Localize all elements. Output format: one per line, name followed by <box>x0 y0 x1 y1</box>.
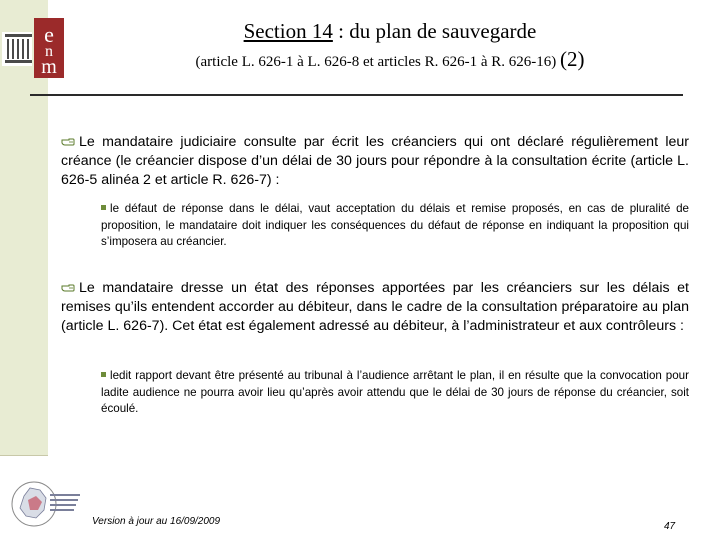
paragraph-text: Le mandataire judiciaire consulte par écrit les créanciers qui ont déclaré régulièrement leur créance (le créancier dispose d’un délai de 30 jours pour répondre à la consultation écrite (article L. 626-5 alinéa 2 et article R. 626-7) : <box>61 134 689 188</box>
svg-text:e: e <box>44 22 54 47</box>
header-rule <box>30 94 683 96</box>
subtitle-text: (article L. 626-1 à L. 626-8 et articles R. 626-1 à R. 626-16) <box>195 54 560 70</box>
subpoint-report-hearing <box>101 368 689 418</box>
footer-version: Version à jour au 16/09/2009 <box>92 516 221 527</box>
square-bullet-icon <box>101 372 106 377</box>
enm-logo-icon <box>2 18 66 78</box>
page-subtitle <box>90 48 690 73</box>
sidebar-divider <box>0 455 48 456</box>
svg-text:m: m <box>41 56 57 78</box>
square-bullet-icon <box>101 205 106 210</box>
pointing-hand-icon <box>61 137 75 147</box>
paragraph-state-of-responses <box>61 279 689 336</box>
subpoint-default-response <box>101 201 689 251</box>
subpoint-text: ledit rapport devant être présenté au tribunal à l’audience arrêtant le plan, il en résulte que la convocation pour ladite audience ne pourra avoir lieu qu’après avoir attendu que le délai de 30 jours de réponse du créancier, soit écoulé. <box>101 369 689 415</box>
republic-seal-icon <box>6 470 84 532</box>
page-title <box>90 18 690 44</box>
subpoint-text: le défaut de réponse dans le délai, vaut acceptation du délais et remise proposés, en cas de pluralité de proposition, le mandataire doit indiquer les conséquences du défaut de réponse en indiquant la proposition qui s’imposera au créancier. <box>101 202 689 248</box>
svg-text:n: n <box>45 43 53 60</box>
page-number: 47 <box>664 521 676 532</box>
subtitle-part-number: (2) <box>559 47 585 71</box>
title-text: : du plan de sauvegarde <box>332 19 537 43</box>
title-section: Section 14 <box>243 19 333 43</box>
title-block <box>90 18 690 73</box>
pointing-hand-icon <box>61 283 75 293</box>
paragraph-consultation <box>61 133 689 190</box>
paragraph-text: Le mandataire dresse un état des réponses apportées par les créanciers sur les délais et remises qu’ils entendent accorder au débiteur, dans le cadre de la consultation préparatoire au plan (article L. 626-7). Cet état est également adressé au débiteur, à l’administrateur et aux contrôleurs : <box>61 280 689 334</box>
